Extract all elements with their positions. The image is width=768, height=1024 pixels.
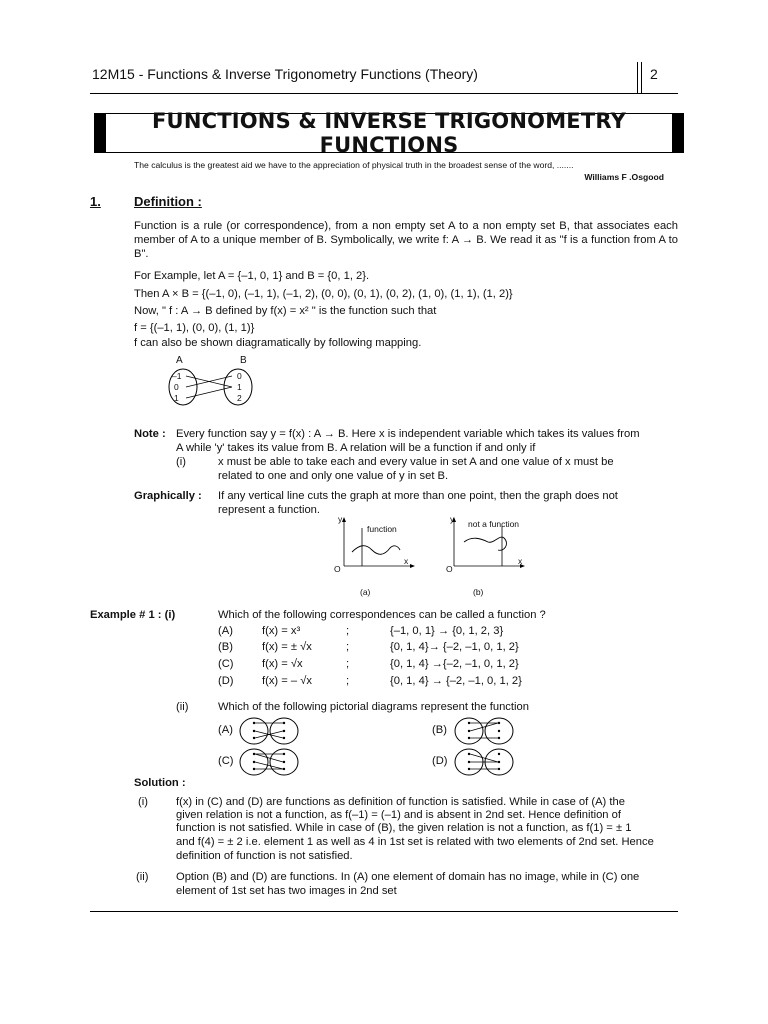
set-b-element: 2 — [237, 393, 242, 403]
example-question: Which of the following correspondences can be called a function ? — [218, 609, 546, 621]
running-header-title: 12M15 - Functions & Inverse Trigonometry Functions (Theory) — [92, 66, 478, 82]
solution-line: function is not satisfied. While in case of (B), the given relation is not a function, as f(1) = ± 1 — [176, 822, 632, 834]
diagram-a — [237, 716, 301, 746]
graph-b-label: not a function — [468, 519, 520, 529]
set-b-element: 0 — [237, 371, 242, 381]
diagram-label: (C) — [218, 755, 234, 767]
option-separator: ; — [346, 658, 350, 670]
graphically-label: Graphically : — [134, 490, 202, 502]
example-line: Then A × B = {(–1, 0), (–1, 1), (–1, 2), (0, 0), (0, 1), (0, 2), (1, 0), (1, 1), (1, 2)} — [134, 288, 513, 300]
graph-a-caption: (a) — [360, 587, 371, 597]
section-number: 1. — [90, 194, 101, 209]
page-number: 2 — [650, 66, 658, 82]
header-rule — [90, 93, 678, 94]
diagram-b — [452, 716, 516, 746]
note-text: A while 'y' takes its value from B. A relation will be a function if and only if — [176, 442, 536, 454]
example-label: Example # 1 : (i) — [90, 609, 176, 621]
solution-line: and f(4) = ± 2 i.e. element 1 as well as 4 in 1st set is related with two elements of 2nd set. Hence — [176, 836, 654, 848]
quote-text: The calculus is the greatest aid we have to the appreciation of physical truth in the broadest sense of the word, ....... — [134, 160, 574, 170]
set-b-label: B — [240, 355, 247, 366]
section-title: Definition : — [134, 194, 202, 209]
example-line: f can also be shown diagramatically by following mapping. — [134, 337, 422, 349]
option-separator: ; — [346, 625, 350, 637]
definition-paragraph: Function is a rule (or correspondence), from a non empty set A to a non empty set B, that associates each member of A to a unique member of B. Symbolically, we write f: A → B. We read it as "f is a function from A to B". — [134, 220, 678, 260]
option-function: f(x) = √x — [262, 658, 303, 670]
option-label: (A) — [218, 625, 233, 637]
solution-line: f(x) in (C) and (D) are functions as definition of function is satisfied. While in case of (A) the — [176, 796, 625, 808]
set-a-element: –1 — [172, 371, 182, 381]
set-a-element: 1 — [174, 393, 179, 403]
title-left-bar — [95, 114, 106, 152]
option-separator: ; — [346, 641, 350, 653]
note-item-number: (i) — [176, 456, 186, 468]
option-separator: ; — [346, 675, 350, 687]
option-function: f(x) = x³ — [262, 625, 301, 637]
set-a-element: 0 — [174, 382, 179, 392]
solution-line: definition of function is not satisfied. — [176, 850, 353, 862]
header-divider — [641, 62, 642, 94]
solution-line: Option (B) and (D) are functions. In (A) one element of domain has no image, while in (C) one — [176, 871, 640, 883]
note-label: Note : — [134, 428, 166, 440]
graph-a-y-label: y — [338, 514, 343, 524]
graph-a-origin: O — [334, 564, 341, 574]
graph-a-x-label: x — [404, 556, 409, 566]
diagram-label: (A) — [218, 724, 233, 736]
graph-b-y-label: y — [450, 514, 455, 524]
solution-line: element of 1st set has two images in 2nd set — [176, 885, 397, 897]
note-item-text: x must be able to take each and every value in set A and one value of x must be — [218, 456, 614, 468]
option-label: (C) — [218, 658, 234, 670]
quote-author: Williams F .Osgood — [584, 172, 664, 182]
option-function: f(x) = ± √x — [262, 641, 312, 653]
chapter-title-box — [94, 109, 684, 157]
diagram-label: (B) — [432, 724, 447, 736]
graphically-text: If any vertical line cuts the graph at more than one point, then the graph does not — [218, 490, 618, 502]
solution-part-number: (i) — [138, 796, 148, 808]
part-number: (ii) — [176, 701, 189, 713]
set-b-element: 1 — [237, 382, 242, 392]
graph-b-caption: (b) — [473, 587, 484, 597]
chapter-title: FUNCTIONS & INVERSE TRIGONOMETRY FUNCTIONS — [152, 109, 626, 157]
solution-part-number: (ii) — [136, 871, 149, 883]
option-function: f(x) = – √x — [262, 675, 312, 687]
part-question: Which of the following pictorial diagrams represent the function — [218, 701, 529, 713]
diagram-label: (D) — [432, 755, 448, 767]
option-label: (B) — [218, 641, 233, 653]
header-divider — [637, 62, 638, 94]
example-line: Now, " f : A → B defined by f(x) = x² " is the function such that — [134, 305, 437, 317]
note-item-text: related to one and only one value of y in set B. — [218, 470, 449, 482]
option-label: (D) — [218, 675, 234, 687]
option-mapping: {0, 1, 4}→ {–2, –1, 0, 1, 2} — [390, 641, 519, 653]
example-line: For Example, let A = {–1, 0, 1} and B = {0, 1, 2}. — [134, 270, 370, 282]
solution-label: Solution : — [134, 777, 186, 789]
note-text: Every function say y = f(x) : A → B. Here x is independent variable which takes its values from — [176, 428, 640, 440]
graphically-text: represent a function. — [218, 504, 320, 516]
diagram-c — [237, 747, 301, 777]
example-line: f = {(–1, 1), (0, 0), (1, 1)} — [134, 322, 255, 334]
option-mapping: {0, 1, 4} → {–2, –1, 0, 1, 2} — [390, 675, 522, 687]
option-mapping: {–1, 0, 1} → {0, 1, 2, 3} — [390, 625, 504, 637]
solution-line: given relation is not a function, as f(–1) = (–1) and is absent in 2nd set. Hence definition of — [176, 809, 621, 821]
graph-b-x-label: x — [518, 556, 523, 566]
title-right-bar — [672, 114, 683, 152]
graph-b-origin: O — [446, 564, 453, 574]
graph-a-label: function — [367, 524, 397, 534]
option-mapping: {0, 1, 4} →{–2, –1, 0, 1, 2} — [390, 658, 519, 670]
diagram-d — [452, 747, 516, 777]
set-a-label: A — [176, 355, 183, 366]
footer-rule — [90, 911, 678, 912]
